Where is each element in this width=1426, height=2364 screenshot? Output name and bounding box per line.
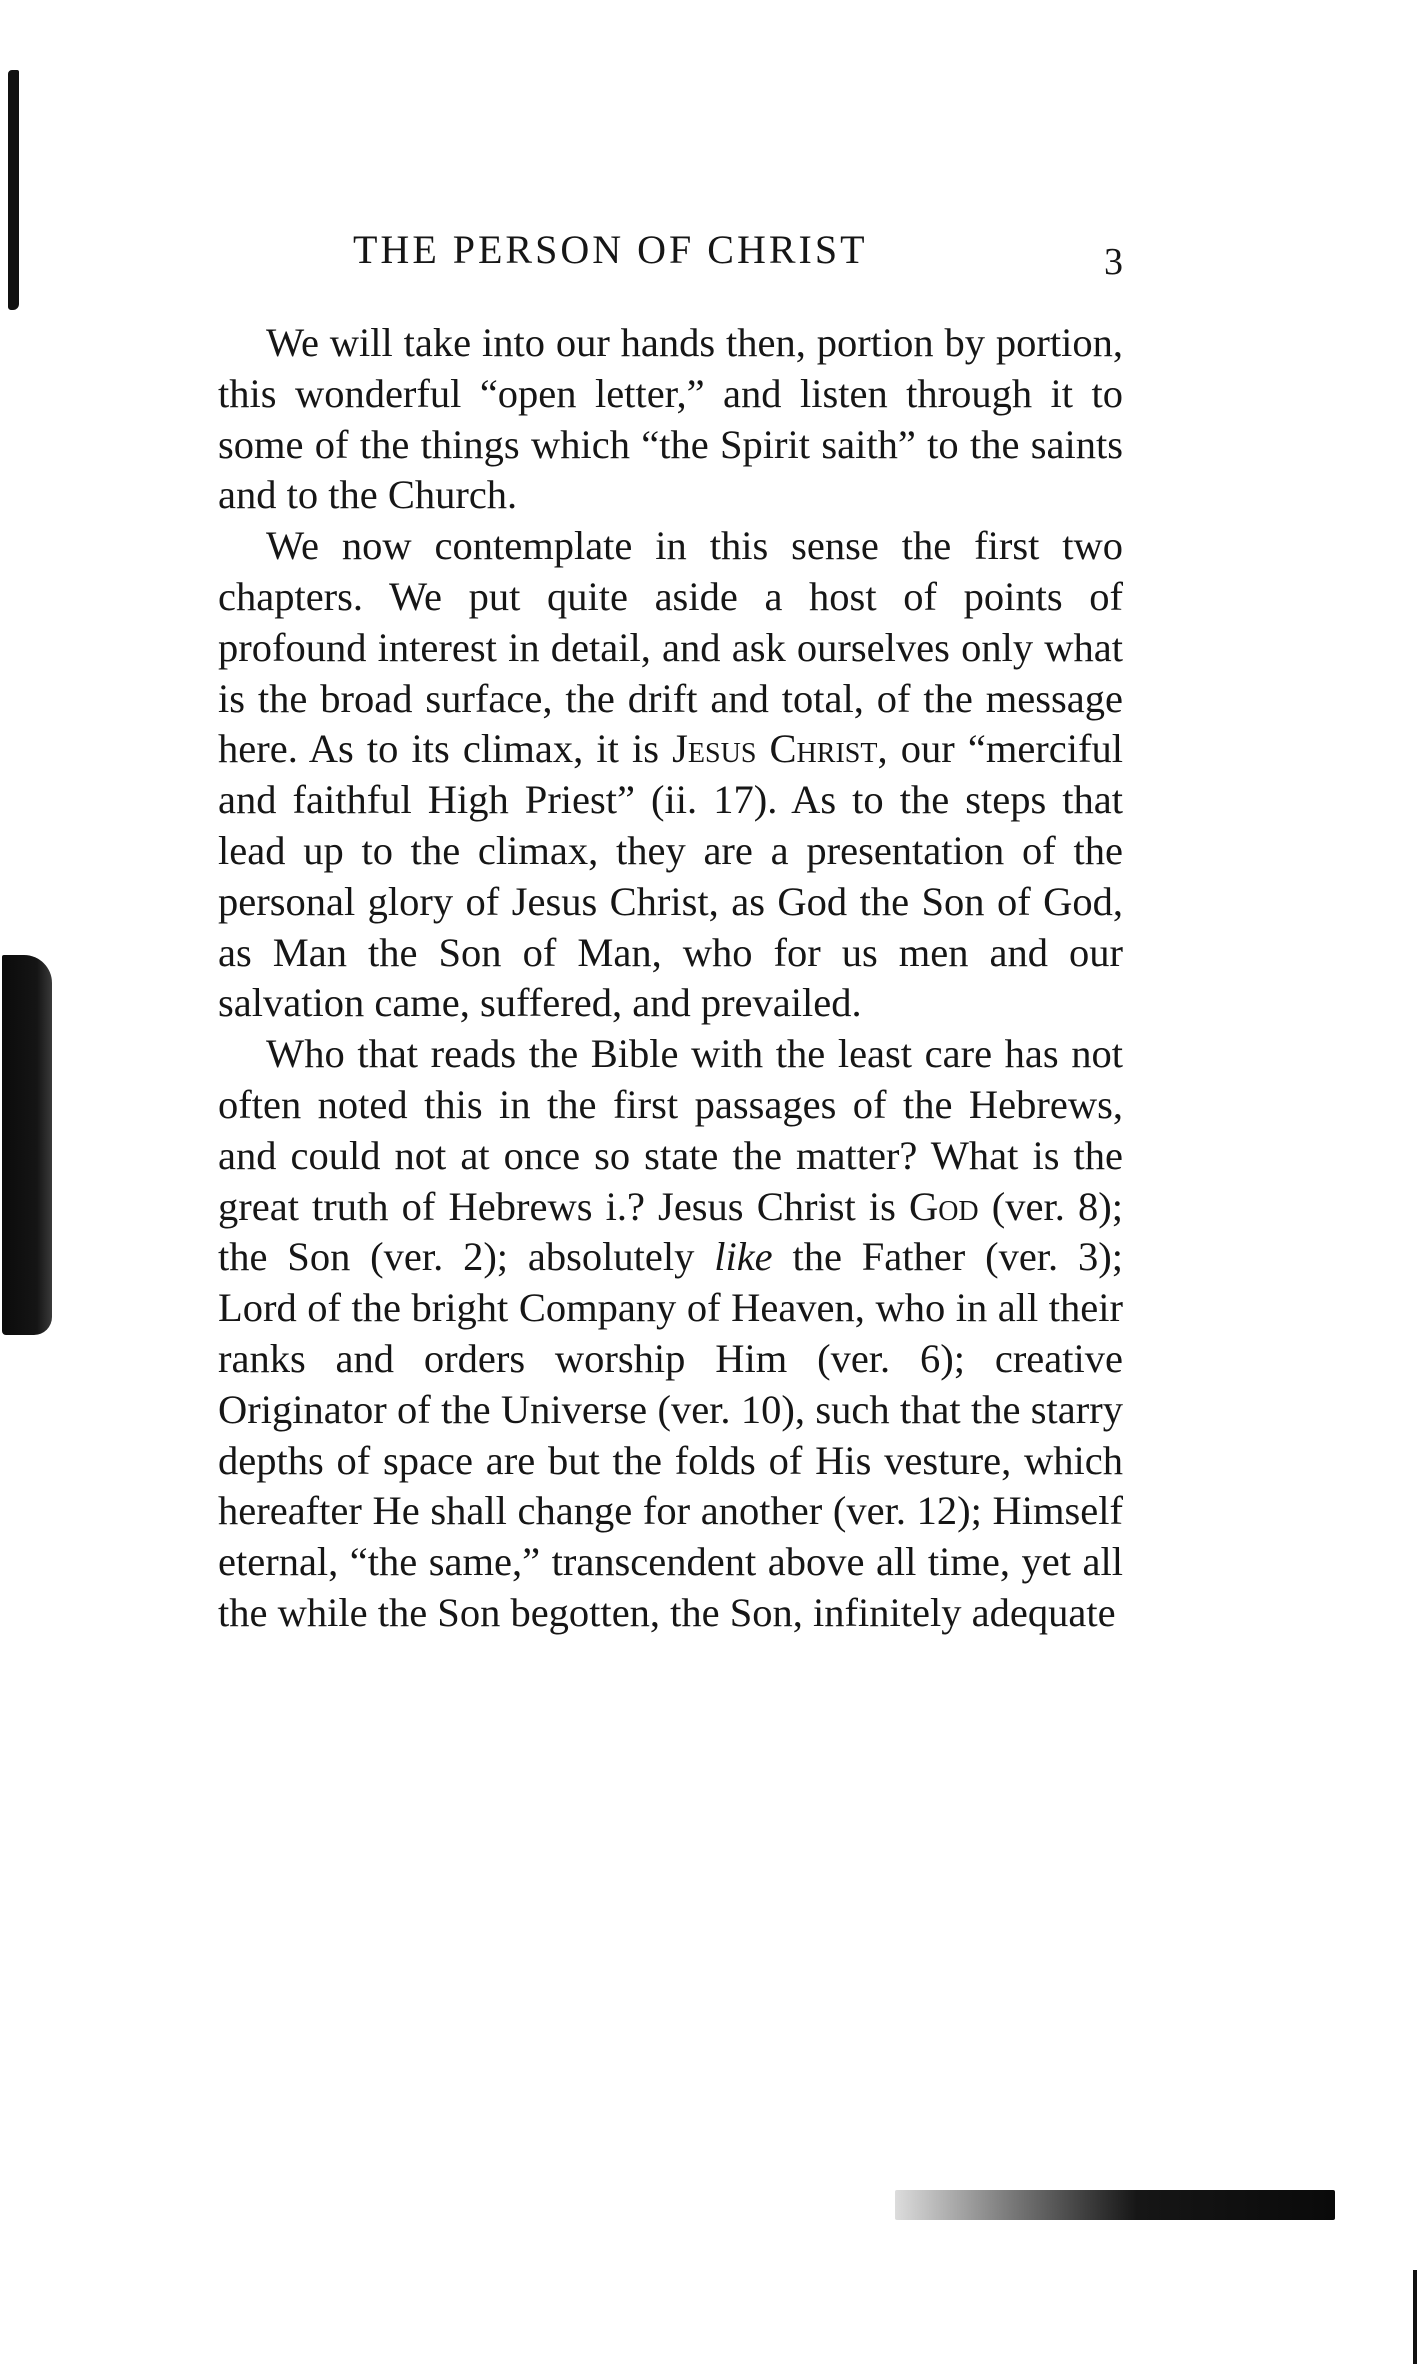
running-title: THE PERSON OF CHRIST bbox=[353, 227, 868, 272]
paragraph-2 bbox=[218, 521, 1123, 1029]
scan-artifact-bottom-rule bbox=[895, 2190, 1335, 2220]
paragraph-2-part-b: , our “merciful and faithful High Priest” (ii. 17). As to the steps that lead up to the climax, they are a presentation of the personal glory of Jesus Christ, as God the Son of God, as Man the Son of Man, who for us men and our salvation came, suffered, and prevailed. bbox=[218, 726, 1123, 1026]
paragraph-3-part-c: the Father (ver. 3); Lord of the bright Company of Heaven, who in all their ranks and orders worship Him (ver. 6); creative Originator of the Universe (ver. 10), such that the starry depths of space are but the folds of His vesture, which hereafter He shall change for another (ver. 12); Himself eternal, “the same,” transcendent above all time, yet all the while the Son begotten, the Son, infinitely adequate bbox=[218, 1234, 1123, 1635]
paragraph-3-part-a: Who that reads the Bible with the least care has not often noted this in the first passages of the Hebrews, and could not at once so state the matter? What is the great truth of Hebrews i.? Jesus Christ is bbox=[218, 1031, 1123, 1229]
paragraph-2-part-a: We now contemplate in this sense the first two chapters. We put quite aside a host of points of profound interest in detail, and ask ourselves only what is the broad surface, the drift and total, of the message here. As to its climax, it is bbox=[218, 523, 1123, 772]
paragraph-1 bbox=[218, 318, 1123, 521]
paragraph-1-text: We will take into our hands then, portion by portion, this wonderful “open letter,” and listen through it to some of the things which “the Spirit saith” to the saints and to the Church. bbox=[218, 320, 1123, 518]
scan-artifact-bottom-right bbox=[1413, 2270, 1417, 2364]
page-header bbox=[218, 226, 1123, 283]
paragraph-3-part-b: (ver. 8); the Son (ver. 2); absolutely bbox=[218, 1183, 1123, 1280]
scan-artifact-top-left bbox=[8, 70, 19, 310]
paragraph-3 bbox=[218, 1029, 1123, 1639]
page-number: 3 bbox=[1104, 241, 1123, 283]
italic-like: like bbox=[714, 1234, 773, 1280]
scan-artifact-left-edge bbox=[2, 955, 52, 1335]
small-caps-jesus-christ: Jesus Christ bbox=[672, 726, 878, 772]
body-text bbox=[218, 318, 1123, 1639]
small-caps-god: God bbox=[908, 1183, 979, 1229]
